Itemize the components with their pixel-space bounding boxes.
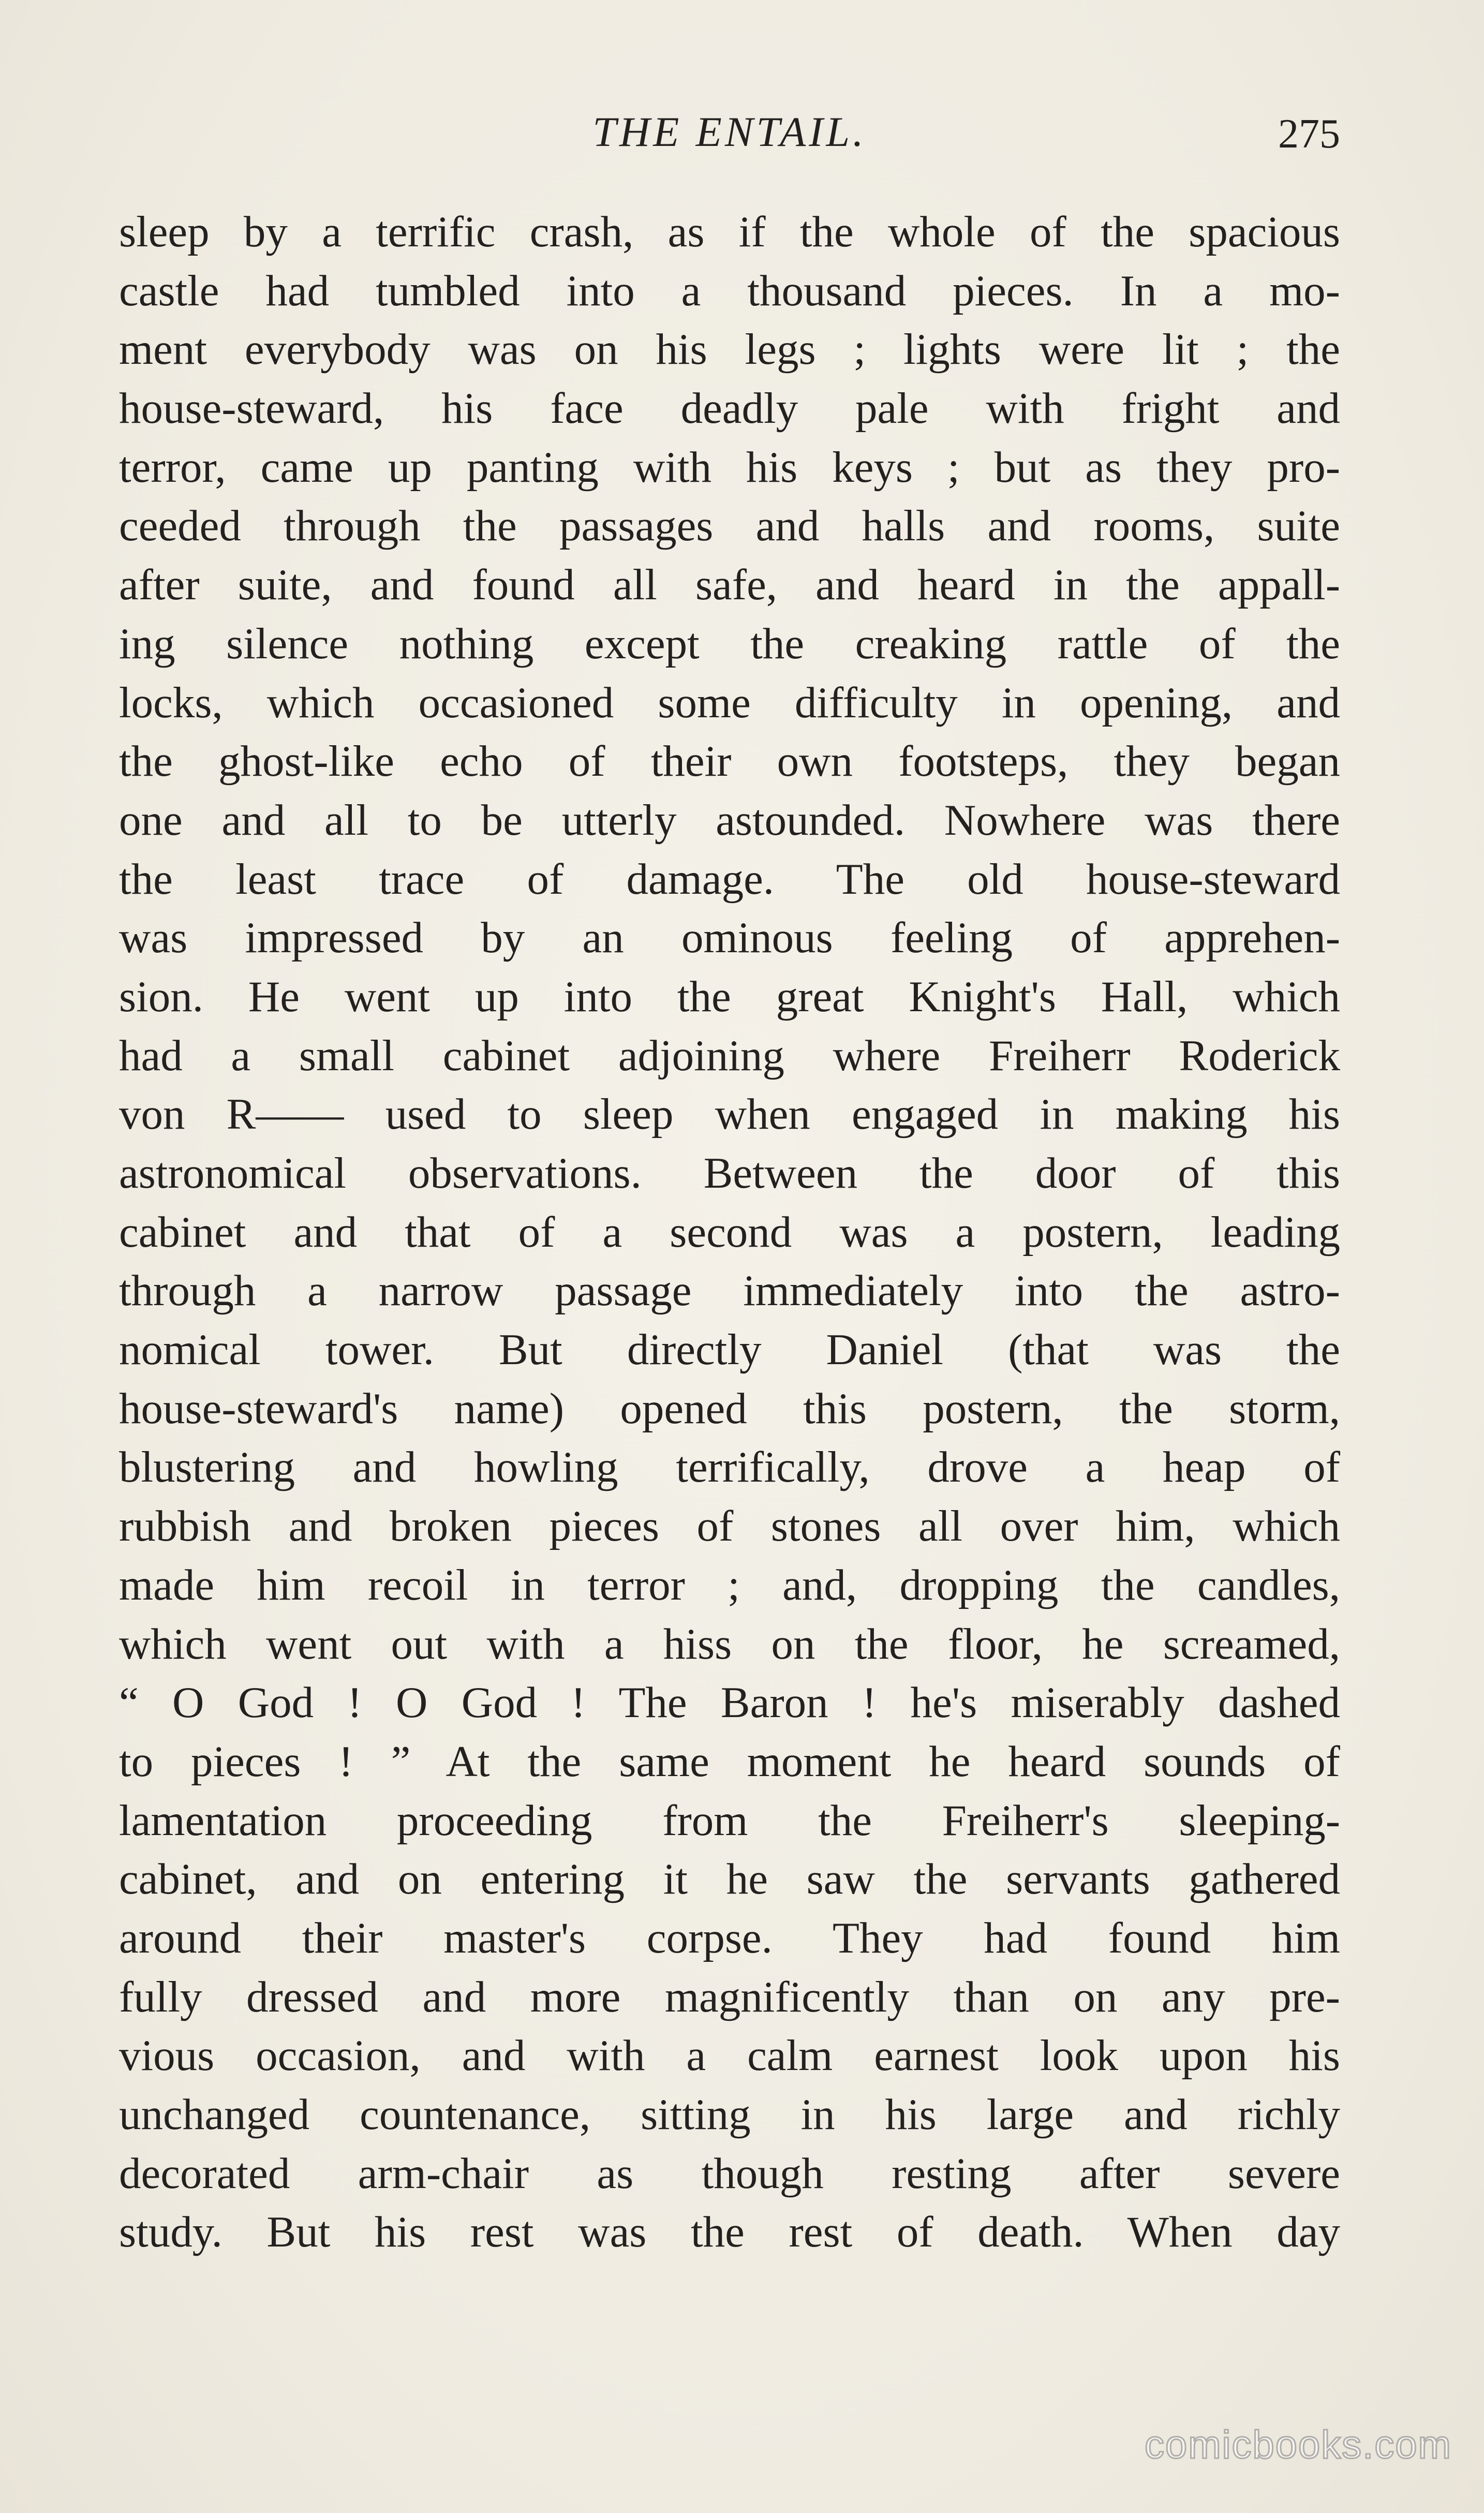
text-line: after suite, and found all safe, and heard in the appall- bbox=[119, 560, 1340, 610]
text-line: locks, which occasioned some difficulty in opening, and bbox=[119, 678, 1340, 727]
text-line: cabinet, and on entering it he saw the servants gathered bbox=[119, 1855, 1340, 1904]
text-line: ment everybody was on his legs ; lights were lit ; the bbox=[119, 325, 1340, 374]
text-line: ing silence nothing except the creaking rattle of the bbox=[119, 619, 1340, 668]
text-line: decorated arm-chair as though resting after severe bbox=[119, 2149, 1340, 2198]
text-line: blustering and howling terrifically, drove a heap of bbox=[119, 1443, 1340, 1492]
text-line: had a small cabinet adjoining where Freiherr Roderick bbox=[119, 1031, 1340, 1080]
body-text bbox=[119, 203, 1340, 2262]
text-line: ceeded through the passages and halls and rooms, suite bbox=[119, 501, 1340, 551]
text-line: was impressed by an ominous feeling of apprehen- bbox=[119, 913, 1340, 963]
text-line: “ O God ! O God ! The Baron ! he's miserably dashed bbox=[119, 1678, 1340, 1727]
text-line: rubbish and broken pieces of stones all over him, which bbox=[119, 1502, 1340, 1551]
text-line: around their master's corpse. They had found him bbox=[119, 1913, 1340, 1962]
text-line: nomical tower. But directly Daniel (that was the bbox=[119, 1325, 1340, 1374]
text-line: the least trace of damage. The old house-steward bbox=[119, 854, 1340, 904]
text-line: which went out with a hiss on the floor, he screamed, bbox=[119, 1619, 1340, 1668]
text-line: house-steward's name) opened this postern, the storm, bbox=[119, 1384, 1340, 1433]
text-line: von R—— used to sleep when engaged in making his bbox=[119, 1090, 1340, 1139]
running-title: THE ENTAIL. bbox=[592, 108, 867, 155]
text-line: lamentation proceeding from the Freiherr's sleeping- bbox=[119, 1796, 1340, 1845]
text-line: through a narrow passage immediately into the astro- bbox=[119, 1266, 1340, 1315]
page-number: 275 bbox=[1278, 111, 1340, 157]
text-line: terror, came up panting with his keys ; but as they pro- bbox=[119, 442, 1340, 492]
text-line: the ghost-like echo of their own footsteps, they began bbox=[119, 737, 1340, 786]
text-line: cabinet and that of a second was a postern, leading bbox=[119, 1207, 1340, 1256]
text-line: astronomical observations. Between the door of this bbox=[119, 1149, 1340, 1198]
running-head bbox=[119, 106, 1340, 158]
text-line: study. But his rest was the rest of death. When day bbox=[119, 2208, 1340, 2257]
text-line: sion. He went up into the great Knight's Hall, which bbox=[119, 972, 1340, 1021]
text-line: sleep by a terrific crash, as if the whole of the spacious bbox=[119, 208, 1340, 256]
text-line: unchanged countenance, sitting in his large and richly bbox=[119, 2090, 1340, 2139]
text-line: castle had tumbled into a thousand pieces. In a mo- bbox=[119, 266, 1340, 315]
text-line: house-steward, his face deadly pale with fright and bbox=[119, 384, 1340, 433]
text-line: made him recoil in terror ; and, dropping the candles, bbox=[119, 1560, 1340, 1609]
text-line: fully dressed and more magnificently than on any pre- bbox=[119, 1972, 1340, 2021]
text-line: one and all to be utterly astounded. Nowhere was there bbox=[119, 795, 1340, 845]
text-line: to pieces ! ” At the same moment he heard sounds of bbox=[119, 1737, 1340, 1786]
watermark: comicbooks.com bbox=[1145, 2423, 1452, 2467]
text-line: vious occasion, and with a calm earnest look upon his bbox=[119, 2031, 1340, 2080]
